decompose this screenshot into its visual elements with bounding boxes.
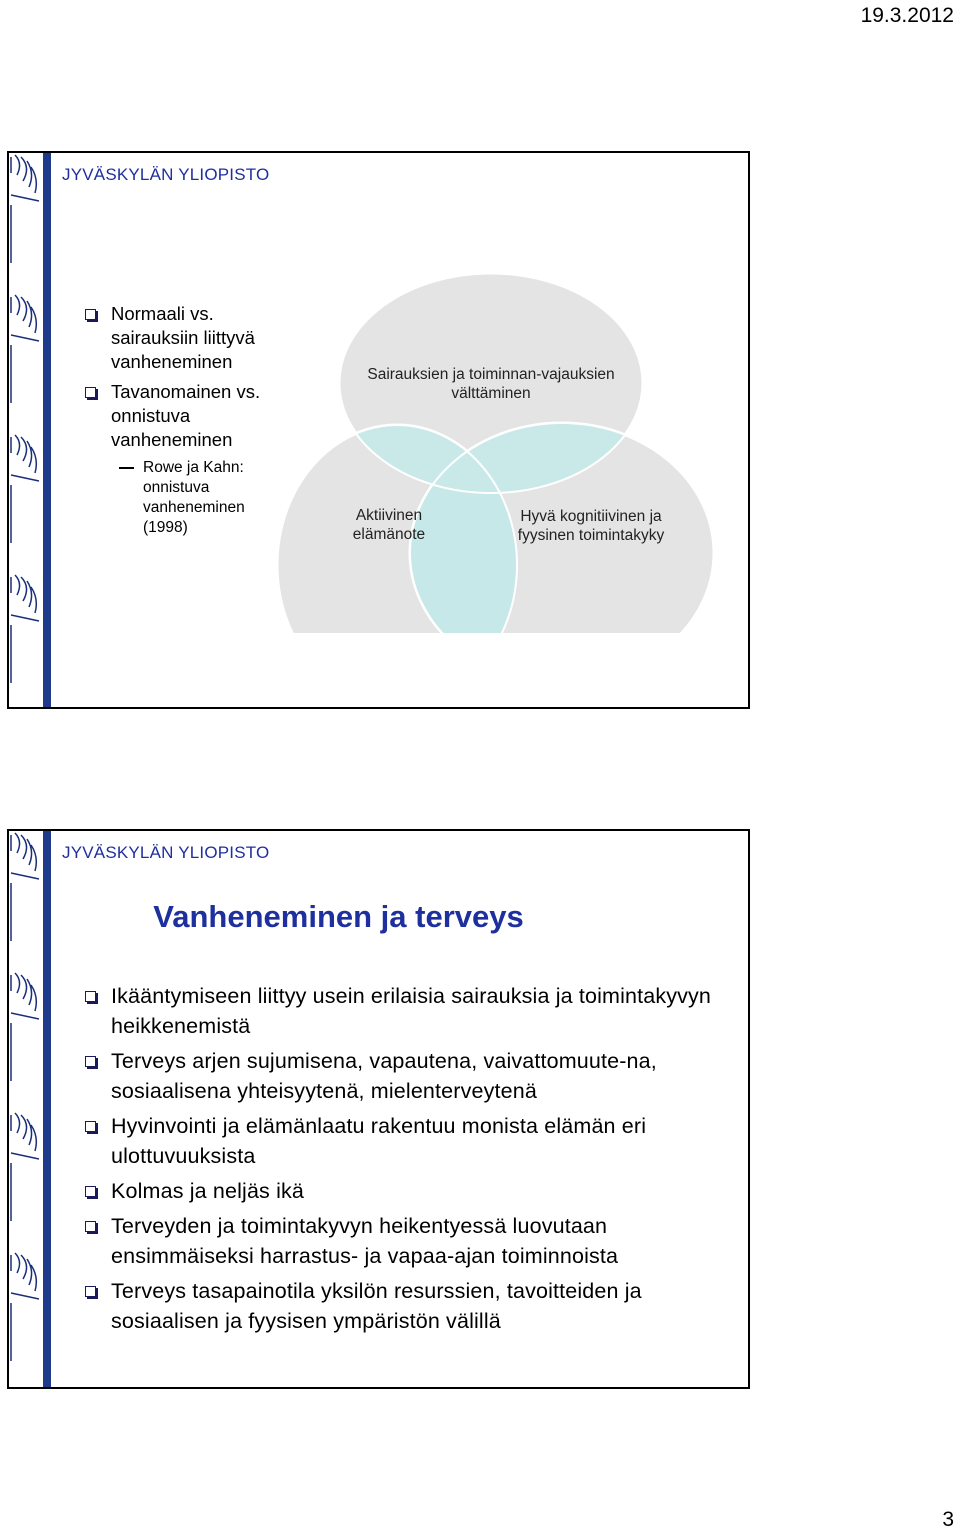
square-bullet-icon bbox=[85, 991, 96, 1002]
university-logo-pattern bbox=[9, 153, 43, 707]
list-item bbox=[81, 380, 291, 452]
logo-motif bbox=[11, 155, 39, 263]
list-item bbox=[81, 1111, 721, 1171]
venn-circles bbox=[264, 253, 724, 633]
bullet-text: Ikääntymiseen liittyy usein erilaisia sairauksia ja toimintakyvyn heikkenemistä bbox=[111, 984, 712, 1038]
bullet-text: Normaali vs. sairauksiin liittyvä vanheneminen bbox=[111, 303, 255, 372]
list-item bbox=[81, 1176, 721, 1206]
dash-bullet-icon bbox=[119, 467, 134, 469]
slide1-bullet-list bbox=[81, 302, 291, 538]
square-bullet-icon bbox=[85, 1286, 96, 1297]
sidebar-decoration bbox=[9, 153, 43, 707]
venn-diagram bbox=[264, 253, 724, 638]
slide-title: Vanheneminen ja terveys bbox=[153, 899, 524, 934]
slide-1 bbox=[7, 151, 750, 709]
venn-label-right: Hyvä kognitiivinen ja fyysinen toimintakyky bbox=[517, 508, 665, 544]
sub-list-item bbox=[81, 458, 291, 538]
university-name: JYVÄSKYLÄN YLIOPISTO bbox=[62, 165, 270, 184]
list-item bbox=[81, 981, 721, 1041]
list-item bbox=[81, 1276, 721, 1336]
square-bullet-icon bbox=[85, 387, 96, 398]
slide2-bullet-list bbox=[81, 981, 721, 1341]
square-bullet-icon bbox=[85, 1221, 96, 1232]
bullet-text: Terveys tasapainotila yksilön resurssien, tavoitteiden ja sosiaalisen ja fyysisen ympäristön välillä bbox=[111, 1279, 642, 1333]
university-name: JYVÄSKYLÄN YLIOPISTO bbox=[62, 843, 270, 862]
bullet-text: Kolmas ja neljäs ikä bbox=[111, 1179, 305, 1203]
bullet-text: Hyvinvointi ja elämänlaatu rakentuu monista elämän eri ulottuvuuksista bbox=[111, 1114, 647, 1168]
bullet-text: Terveys arjen sujumisena, vapautena, vaivattomuute-na, sosiaalisena yhteisyytenä, mielenterveytenä bbox=[111, 1049, 657, 1103]
page-number: 3 bbox=[942, 1508, 954, 1531]
date-stamp: 19.3.2012 bbox=[860, 4, 954, 27]
sidebar-band bbox=[43, 153, 51, 707]
list-item bbox=[81, 1211, 721, 1271]
bullet-text: Tavanomainen vs. onnistuva vanheneminen bbox=[111, 381, 261, 450]
square-bullet-icon bbox=[85, 1186, 96, 1197]
bullet-text: Terveyden ja toimintakyvyn heikentyessä luovutaan ensimmäiseksi harrastus- ja vapaa-ajan toiminnoista bbox=[111, 1214, 619, 1268]
square-bullet-icon bbox=[85, 1121, 96, 1132]
square-bullet-icon bbox=[85, 1056, 96, 1067]
list-item bbox=[81, 302, 291, 374]
list-item bbox=[81, 1046, 721, 1106]
slide-2 bbox=[7, 829, 750, 1389]
venn-label-top: Sairauksien ja toiminnan-vajauksien välttäminen bbox=[367, 366, 615, 402]
venn-label-left: Aktiivinen elämänote bbox=[352, 507, 426, 543]
sub-bullet-text: Rowe ja Kahn: onnistuva vanheneminen (1998) bbox=[143, 459, 245, 536]
square-bullet-icon bbox=[85, 309, 96, 320]
